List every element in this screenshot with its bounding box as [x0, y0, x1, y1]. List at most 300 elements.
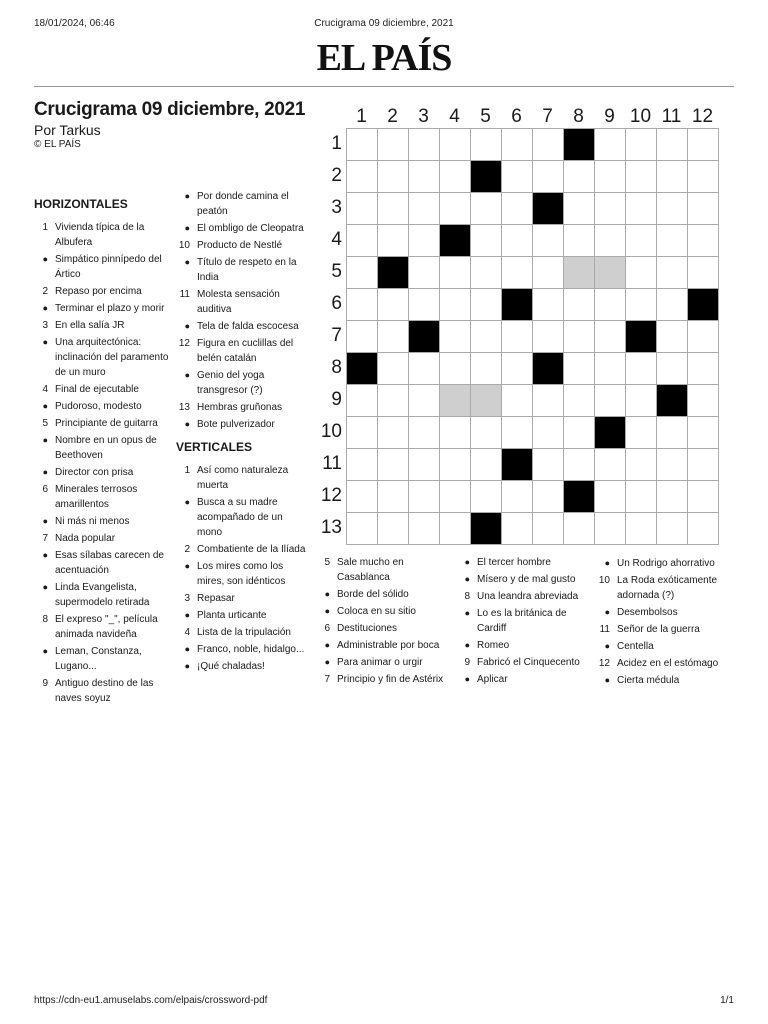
- grid-cell[interactable]: [409, 417, 440, 449]
- grid-cell[interactable]: [502, 129, 533, 161]
- grid-cell-black: [533, 193, 564, 225]
- clue-item[interactable]: [34, 284, 169, 299]
- grid-cell[interactable]: [471, 225, 502, 257]
- grid-cell[interactable]: [502, 225, 533, 257]
- clue-item[interactable]: [316, 672, 456, 687]
- grid-cell[interactable]: [409, 513, 440, 545]
- grid-cell[interactable]: [564, 449, 595, 481]
- grid-cell[interactable]: [471, 129, 502, 161]
- grid-cell-black: [564, 129, 595, 161]
- clue-item[interactable]: [34, 335, 169, 380]
- grid-cell[interactable]: [688, 161, 719, 193]
- grid-cell[interactable]: [347, 193, 378, 225]
- grid-cell[interactable]: [626, 353, 657, 385]
- clue-item[interactable]: [316, 638, 456, 653]
- clue-text: Acidez en el estómago: [617, 658, 719, 669]
- grid-cell[interactable]: [595, 225, 626, 257]
- clue-text: Bote pulverizador: [197, 419, 275, 430]
- row-numbers: [306, 128, 342, 544]
- clue-item[interactable]: [596, 622, 736, 637]
- grid-cell[interactable]: [378, 449, 409, 481]
- grid-cell[interactable]: [502, 513, 533, 545]
- grid-cell[interactable]: [440, 289, 471, 321]
- grid-cell[interactable]: [533, 321, 564, 353]
- grid-cell[interactable]: [502, 353, 533, 385]
- row-number: 5: [331, 261, 342, 282]
- bullet-icon: ●: [42, 254, 48, 264]
- grid-cell[interactable]: [378, 225, 409, 257]
- clue-item[interactable]: [596, 639, 736, 654]
- clue-item[interactable]: [176, 625, 306, 640]
- grid-cell[interactable]: [347, 161, 378, 193]
- bullet-icon: ●: [464, 608, 470, 618]
- clues-column-5: [596, 556, 736, 690]
- grid-cell[interactable]: [378, 417, 409, 449]
- clue-item[interactable]: [456, 589, 596, 604]
- grid-cell[interactable]: [533, 225, 564, 257]
- clue-item[interactable]: [34, 465, 169, 480]
- grid-cell[interactable]: [378, 193, 409, 225]
- clue-text: Señor de la guerra: [617, 624, 700, 635]
- print-datetime: 18/01/2024, 06:46: [34, 18, 115, 29]
- grid-cell[interactable]: [626, 481, 657, 513]
- grid-cell[interactable]: [409, 161, 440, 193]
- clue-item[interactable]: [34, 382, 169, 397]
- column-number: 12: [691, 106, 714, 127]
- grid-cell[interactable]: [626, 289, 657, 321]
- grid-cell[interactable]: [564, 193, 595, 225]
- grid-cell[interactable]: [347, 129, 378, 161]
- grid-cell-black: [471, 513, 502, 545]
- column-number: 5: [480, 106, 491, 127]
- grid-row: [347, 257, 719, 289]
- grid-cell[interactable]: [378, 481, 409, 513]
- grid-cell[interactable]: [440, 449, 471, 481]
- clue-number: 4: [184, 627, 190, 638]
- clue-number: 5: [42, 418, 48, 429]
- grid-cell[interactable]: [626, 449, 657, 481]
- bullet-icon: ●: [604, 641, 610, 651]
- grid-cell[interactable]: [409, 385, 440, 417]
- clue-number: 12: [178, 338, 190, 349]
- column-number: 4: [449, 106, 460, 127]
- grid-cell[interactable]: [471, 289, 502, 321]
- print-url: https://cdn-eu1.amuselabs.com/elpais/crossword-pdf: [34, 995, 268, 1006]
- grid-cell[interactable]: [378, 161, 409, 193]
- column-number: 9: [604, 106, 615, 127]
- clue-item[interactable]: [34, 416, 169, 431]
- grid-cell[interactable]: [533, 129, 564, 161]
- grid-cell[interactable]: [595, 481, 626, 513]
- grid-cell[interactable]: [440, 417, 471, 449]
- grid-cell[interactable]: [347, 417, 378, 449]
- clue-text: Por donde camina el peatón: [197, 191, 289, 217]
- clue-text: Simpático pinnípedo del Ártico: [55, 254, 162, 280]
- clue-item[interactable]: [456, 638, 596, 653]
- grid-cell[interactable]: [688, 129, 719, 161]
- grid-cell[interactable]: [409, 289, 440, 321]
- grid-cell[interactable]: [440, 513, 471, 545]
- grid-cell[interactable]: [440, 481, 471, 513]
- clue-item[interactable]: [34, 580, 169, 610]
- bullet-icon: ●: [324, 640, 330, 650]
- grid-cell[interactable]: [564, 353, 595, 385]
- clue-item[interactable]: [176, 400, 306, 415]
- grid-row: [347, 513, 719, 545]
- clue-item[interactable]: [176, 238, 306, 253]
- grid-cell[interactable]: [595, 353, 626, 385]
- crossword-grid[interactable]: [346, 128, 719, 545]
- grid-cell[interactable]: [440, 257, 471, 289]
- row-number: 13: [320, 517, 342, 538]
- clue-item[interactable]: [456, 555, 596, 570]
- clue-text: Linda Evangelista, supermodelo retirada: [55, 582, 150, 608]
- bullet-icon: ●: [42, 337, 48, 347]
- grid-cell[interactable]: [440, 321, 471, 353]
- clue-item[interactable]: [316, 621, 456, 636]
- grid-cell[interactable]: [378, 289, 409, 321]
- clue-item[interactable]: [316, 655, 456, 670]
- grid-cell[interactable]: [502, 257, 533, 289]
- grid-cell[interactable]: [440, 129, 471, 161]
- clue-item[interactable]: [596, 656, 736, 671]
- clue-item[interactable]: [456, 672, 596, 687]
- crossword-title: Crucigrama 09 diciembre, 2021: [34, 99, 306, 120]
- grid-cell[interactable]: [409, 193, 440, 225]
- grid-cell[interactable]: [688, 417, 719, 449]
- clue-text: Genio del yoga transgresor (?): [197, 370, 265, 396]
- grid-cell[interactable]: [409, 257, 440, 289]
- grid-cell[interactable]: [409, 129, 440, 161]
- clue-item[interactable]: [456, 572, 596, 587]
- grid-cell[interactable]: [533, 513, 564, 545]
- clue-text: Tela de falda escocesa: [197, 321, 299, 332]
- grid-cell[interactable]: [626, 193, 657, 225]
- grid-cell[interactable]: [688, 385, 719, 417]
- row-number: 6: [331, 293, 342, 314]
- grid-cell-black: [657, 385, 688, 417]
- clue-item[interactable]: [176, 463, 306, 493]
- bullet-icon: ●: [324, 657, 330, 667]
- grid-cell[interactable]: [564, 417, 595, 449]
- grid-cell[interactable]: [471, 257, 502, 289]
- grid-row: [347, 289, 719, 321]
- clue-text: Fabricó el Cinquecento: [477, 657, 580, 668]
- grid-cell[interactable]: [657, 417, 688, 449]
- bullet-icon: ●: [42, 646, 48, 656]
- clue-text: En ella salía JR: [55, 320, 125, 331]
- clue-item[interactable]: [596, 605, 736, 620]
- clue-item[interactable]: [34, 318, 169, 333]
- grid-cell[interactable]: [626, 513, 657, 545]
- grid-cell[interactable]: [440, 385, 471, 417]
- grid-cell[interactable]: [564, 289, 595, 321]
- clue-text: Mísero y de mal gusto: [477, 574, 576, 585]
- clue-item[interactable]: [34, 514, 169, 529]
- clue-item[interactable]: [176, 659, 306, 674]
- clue-item[interactable]: [34, 252, 169, 282]
- grid-cell-black: [626, 321, 657, 353]
- clue-item[interactable]: [176, 495, 306, 540]
- clue-item[interactable]: [176, 189, 306, 219]
- grid-cell[interactable]: [626, 385, 657, 417]
- row-number: 10: [320, 421, 342, 442]
- clue-text: Así como naturaleza muerta: [197, 465, 289, 491]
- grid-cell[interactable]: [657, 321, 688, 353]
- grid-cell[interactable]: [378, 353, 409, 385]
- bullet-icon: ●: [464, 574, 470, 584]
- grid-cell[interactable]: [657, 161, 688, 193]
- crossword-author: Por Tarkus: [34, 122, 101, 138]
- clue-item[interactable]: [34, 531, 169, 546]
- grid-cell[interactable]: [595, 289, 626, 321]
- clue-text: Esas sílabas carecen de acentuación: [55, 550, 164, 576]
- grid-cell[interactable]: [533, 161, 564, 193]
- clue-item[interactable]: [176, 642, 306, 657]
- grid-cell[interactable]: [595, 449, 626, 481]
- grid-cell-black: [502, 449, 533, 481]
- clue-text: Borde del sólido: [337, 589, 409, 600]
- clue-item[interactable]: [596, 573, 736, 603]
- grid-cell[interactable]: [626, 225, 657, 257]
- grid-cell[interactable]: [595, 385, 626, 417]
- column-number: 10: [629, 106, 652, 127]
- clue-text: La Roda exóticamente adornada (?): [617, 575, 718, 601]
- bullet-icon: ●: [184, 321, 190, 331]
- clue-text: Nombre en un opus de Beethoven: [55, 435, 157, 461]
- grid-cell[interactable]: [595, 257, 626, 289]
- grid-cell[interactable]: [409, 481, 440, 513]
- grid-cell[interactable]: [564, 225, 595, 257]
- clue-number: 7: [42, 533, 48, 544]
- grid-cell[interactable]: [347, 225, 378, 257]
- bullet-icon: ●: [184, 561, 190, 571]
- grid-cell[interactable]: [440, 161, 471, 193]
- clue-text: Título de respeto en la India: [197, 257, 297, 283]
- clue-item[interactable]: [176, 368, 306, 398]
- clue-text: Final de ejecutable: [55, 384, 139, 395]
- grid-cell[interactable]: [657, 257, 688, 289]
- clue-text: Franco, noble, hidalgo...: [197, 644, 305, 655]
- grid-cell[interactable]: [409, 449, 440, 481]
- column-number: 3: [418, 106, 429, 127]
- clue-item[interactable]: [456, 655, 596, 670]
- clue-item[interactable]: [34, 482, 169, 512]
- clue-item[interactable]: [34, 676, 169, 706]
- clue-item[interactable]: [316, 555, 456, 585]
- column-number: 11: [661, 106, 682, 127]
- clue-text: Sale mucho en Casablanca: [337, 557, 404, 583]
- clue-item[interactable]: [456, 606, 596, 636]
- grid-row: [347, 385, 719, 417]
- grid-cell[interactable]: [378, 513, 409, 545]
- clue-item[interactable]: [596, 556, 736, 571]
- clue-item[interactable]: [176, 559, 306, 589]
- clue-text: Producto de Nestlé: [197, 240, 283, 251]
- clue-item[interactable]: [176, 221, 306, 236]
- bullet-icon: ●: [42, 435, 48, 445]
- grid-cell[interactable]: [502, 193, 533, 225]
- grid-cell[interactable]: [440, 193, 471, 225]
- bullet-icon: ●: [42, 401, 48, 411]
- grid-cell[interactable]: [564, 161, 595, 193]
- clue-item[interactable]: [34, 612, 169, 642]
- clue-text: El tercer hombre: [477, 557, 551, 568]
- grid-cell[interactable]: [378, 385, 409, 417]
- grid-cell[interactable]: [688, 193, 719, 225]
- bullet-icon: ●: [184, 610, 190, 620]
- grid-cell[interactable]: [471, 353, 502, 385]
- grid-cell[interactable]: [533, 449, 564, 481]
- grid-cell[interactable]: [657, 129, 688, 161]
- clue-text: Combatiente de la Ilíada: [197, 544, 306, 555]
- clue-item[interactable]: [176, 287, 306, 317]
- grid-cell[interactable]: [564, 321, 595, 353]
- grid-cell[interactable]: [595, 193, 626, 225]
- grid-cell[interactable]: [626, 257, 657, 289]
- clue-item[interactable]: [34, 548, 169, 578]
- grid-cell[interactable]: [471, 385, 502, 417]
- grid-cell[interactable]: [533, 481, 564, 513]
- clue-text: ¡Qué chaladas!: [197, 661, 265, 672]
- grid-cell[interactable]: [688, 449, 719, 481]
- grid-row: [347, 321, 719, 353]
- clue-number: 1: [42, 222, 48, 233]
- grid-cell[interactable]: [657, 193, 688, 225]
- row-number: 9: [331, 389, 342, 410]
- clue-number: 9: [42, 678, 48, 689]
- grid-cell-black: [409, 321, 440, 353]
- grid-cell[interactable]: [595, 129, 626, 161]
- grid-cell[interactable]: [502, 385, 533, 417]
- clue-item[interactable]: [34, 220, 169, 250]
- clue-item[interactable]: [34, 644, 169, 674]
- clue-item[interactable]: [176, 255, 306, 285]
- grid-cell[interactable]: [378, 129, 409, 161]
- grid-cell-black: [347, 353, 378, 385]
- bullet-icon: ●: [604, 558, 610, 568]
- clue-text: Los mires como los mires, son idénticos: [197, 561, 286, 587]
- grid-cell[interactable]: [688, 481, 719, 513]
- grid-cell[interactable]: [688, 513, 719, 545]
- clue-item[interactable]: [34, 301, 169, 316]
- clue-item[interactable]: [596, 673, 736, 688]
- clue-item[interactable]: [176, 608, 306, 623]
- clue-text: El ombligo de Cleopatra: [197, 223, 304, 234]
- grid-cell[interactable]: [595, 513, 626, 545]
- column-numbers: [346, 106, 718, 128]
- grid-cell[interactable]: [688, 257, 719, 289]
- grid-row: [347, 417, 719, 449]
- clue-number: 8: [42, 614, 48, 625]
- clue-number: 1: [184, 465, 190, 476]
- clue-text: Destituciones: [337, 623, 398, 634]
- clue-number: 5: [324, 557, 330, 568]
- grid-cell[interactable]: [347, 513, 378, 545]
- column-number: 6: [511, 106, 522, 127]
- clue-item[interactable]: [176, 542, 306, 557]
- grid-cell[interactable]: [471, 449, 502, 481]
- grid-cell[interactable]: [657, 481, 688, 513]
- clue-text: Figura en cuclillas del belén catalán: [197, 338, 294, 364]
- grid-cell[interactable]: [440, 353, 471, 385]
- clue-item[interactable]: [176, 591, 306, 606]
- clue-item[interactable]: [34, 399, 169, 414]
- grid-cell[interactable]: [533, 289, 564, 321]
- clue-item[interactable]: [34, 433, 169, 463]
- grid-cell[interactable]: [502, 481, 533, 513]
- grid-cell[interactable]: [657, 353, 688, 385]
- clue-item[interactable]: [176, 319, 306, 334]
- grid-cell[interactable]: [533, 257, 564, 289]
- grid-cell[interactable]: [688, 353, 719, 385]
- column-number: 2: [387, 106, 398, 127]
- grid-cell[interactable]: [688, 321, 719, 353]
- grid-cell[interactable]: [347, 449, 378, 481]
- grid-cell[interactable]: [347, 289, 378, 321]
- grid-cell-black: [378, 257, 409, 289]
- grid-cell[interactable]: [471, 321, 502, 353]
- grid-cell[interactable]: [564, 257, 595, 289]
- grid-cell[interactable]: [471, 417, 502, 449]
- clue-text: Administrable por boca: [337, 640, 440, 651]
- clue-number: 11: [179, 289, 190, 300]
- grid-cell[interactable]: [502, 161, 533, 193]
- grid-cell[interactable]: [471, 481, 502, 513]
- grid-cell[interactable]: [564, 513, 595, 545]
- clue-item[interactable]: [316, 587, 456, 602]
- clue-item[interactable]: [316, 604, 456, 619]
- clue-number: 6: [324, 623, 330, 634]
- grid-cell[interactable]: [347, 481, 378, 513]
- grid-cell[interactable]: [657, 225, 688, 257]
- grid-cell[interactable]: [688, 225, 719, 257]
- grid-cell[interactable]: [533, 417, 564, 449]
- grid-cell[interactable]: [533, 385, 564, 417]
- grid-cell[interactable]: [471, 193, 502, 225]
- grid-cell[interactable]: [502, 417, 533, 449]
- grid-cell[interactable]: [626, 129, 657, 161]
- clue-number: 10: [598, 575, 610, 586]
- grid-cell[interactable]: [595, 321, 626, 353]
- grid-cell[interactable]: [626, 417, 657, 449]
- clue-text: Coloca en su sitio: [337, 606, 416, 617]
- row-number: 2: [331, 165, 342, 186]
- grid-cell[interactable]: [409, 225, 440, 257]
- grid-cell[interactable]: [347, 257, 378, 289]
- clue-item[interactable]: [176, 336, 306, 366]
- clue-text: Vivienda típica de la Albufera: [55, 222, 145, 248]
- grid-cell[interactable]: [409, 353, 440, 385]
- grid-cell[interactable]: [657, 449, 688, 481]
- grid-cell[interactable]: [502, 321, 533, 353]
- grid-cell[interactable]: [347, 385, 378, 417]
- grid-cell[interactable]: [626, 161, 657, 193]
- grid-cell[interactable]: [564, 385, 595, 417]
- grid-cell[interactable]: [378, 321, 409, 353]
- bullet-icon: ●: [42, 516, 48, 526]
- grid-cell[interactable]: [657, 513, 688, 545]
- grid-cell-black: [533, 353, 564, 385]
- clue-text: Principiante de guitarra: [55, 418, 158, 429]
- clue-item[interactable]: [176, 417, 306, 432]
- grid-cell[interactable]: [657, 289, 688, 321]
- grid-cell[interactable]: [347, 321, 378, 353]
- clues-column-4: [456, 555, 596, 689]
- bullet-icon: ●: [184, 419, 190, 429]
- grid-cell[interactable]: [595, 161, 626, 193]
- clue-number: 6: [42, 484, 48, 495]
